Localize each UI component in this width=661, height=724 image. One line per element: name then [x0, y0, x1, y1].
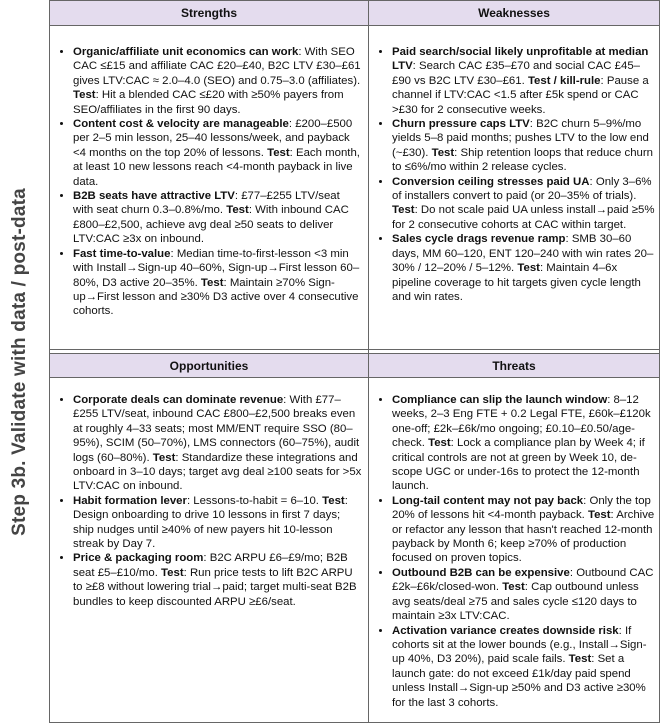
weaknesses-item: [392, 117, 655, 175]
threats-item-body: : Outbound CAC £2k–£6k/closed-won.: [392, 566, 654, 594]
opportunities-item: [73, 393, 362, 494]
weaknesses-item-test-label: Test: [517, 262, 540, 275]
weaknesses-item-test: : Pause a channel if LTV:CAC <1.5 after £5k spend or CAC >£30 for 2 consecutive weeks.: [392, 74, 649, 116]
threats-item-test-label: Test: [568, 653, 592, 666]
threats-item: [392, 494, 655, 566]
strengths-item-test-label: Test: [226, 204, 249, 217]
opportunities-item-test: : Run price tests to lift B2C ARPU to ≥£8 without lowering trial→paid; target multi-seat B2B bundles to keep discounted ARPU ≥£6/seat.: [73, 566, 357, 608]
strengths-item-body: : With SEO CAC ≤£15 and affiliate CAC £20–£40, B2C LTV £30–£61 gives LTV:CAC ≈ 2.0–4.0 (SEO) and 0.75–3.0 (affiliates).: [73, 46, 361, 87]
threats-item-title: Activation variance creates downside risk: [392, 624, 619, 637]
weaknesses-item-body: : B2C churn 5–9%/mo yields 5–8 paid months; pushes LTV to the low end (~£30).: [392, 118, 649, 159]
weaknesses-item-test-label: Test / kill-rule: [527, 74, 601, 87]
strengths-heading: Strengths: [50, 1, 368, 26]
opportunities-item-test-label: Test: [152, 451, 176, 464]
weaknesses-item-title: Paid search/social likely unprofitable at median LTV: [392, 46, 649, 73]
threats-item-title: Long-tail content may not pay back: [392, 494, 584, 507]
opportunities-item-test-label: Test: [322, 494, 345, 507]
weaknesses-item-title: Sales cycle drags revenue ramp: [392, 233, 566, 246]
threats-item: [392, 393, 655, 494]
weaknesses-item-test: : Do not scale paid UA unless install→paid ≥5% for 2 consecutive cohorts at CAC within target.: [392, 204, 655, 231]
row-divider: [50, 349, 659, 350]
opportunities-item-body: : Lessons-to-habit = 6–10.: [186, 494, 323, 507]
strengths-item-test-label: Test: [267, 146, 290, 159]
weaknesses-cell: [379, 45, 655, 304]
side-title-text: Step 3b. Validate with data / post-data: [9, 188, 30, 536]
threats-item: [392, 566, 655, 624]
threats-item-test: : Lock a compliance plan by Week 4; if critical controls are not at green by Week 10, de-scope UGC or under-16s to protect the 12-month launch.: [392, 437, 645, 493]
strengths-item-title: Content cost & velocity are manageable: [73, 118, 289, 131]
strengths-item-title: B2B seats have attractive LTV: [73, 190, 235, 203]
threats-item-title: Compliance can slip the launch window: [392, 394, 608, 406]
weaknesses-item: [392, 45, 655, 117]
opportunities-item: [73, 551, 362, 609]
opportunities-item-title: Corporate deals can dominate revenue: [73, 394, 284, 406]
threats-item-test-label: Test: [587, 509, 611, 522]
strengths-cell: [60, 45, 362, 319]
strengths-item: [73, 189, 362, 247]
opportunities-item-title: Habit formation lever: [73, 494, 187, 507]
threats-item-test: : Archive or refactor any lesson that hasn't reached 12-month payback by Month 6; keep ≥70% of production focused on proven topics.: [392, 509, 655, 565]
opportunities-item: [73, 494, 362, 552]
side-title: [0, 0, 40, 724]
threats-item: [392, 624, 655, 710]
threats-list: [379, 393, 655, 710]
opportunities-item-test: : Standardize these integrations and onboard in 3–10 days; target avg deal ≥100 seats for >5x LTV:CAC on inbound.: [73, 451, 362, 493]
threats-heading: Threats: [369, 353, 659, 378]
strengths-item-title: Organic/affiliate unit economics can work: [73, 46, 299, 58]
weaknesses-item: [392, 232, 655, 304]
opportunities-heading: Opportunities: [50, 353, 368, 378]
opportunities-item-test-label: Test: [161, 566, 184, 579]
threats-item-body: : 8–12 weeks, 2–3 Eng FTE + 0.2 Legal FTE, £60k–£120k one-off; £2k–£6k/mo ongoing; £0.10–£0.50/age-check.: [392, 394, 651, 450]
strengths-item-body: : Median time-to-first-lesson <3 min with Install→Sign-up 40–60%, Sign-up→First lesson 60–80%, D3 active 20–35%.: [73, 247, 360, 289]
strengths-item-test: : Each month, at least 10 new lessons reach <4-month payback in live data.: [73, 146, 360, 188]
weaknesses-item-title: Conversion ceiling stresses paid UA: [392, 175, 590, 188]
strengths-item: [73, 117, 362, 189]
threats-item-test: : Cap outbound unless avg seats/deal ≥75 and sales cycle ≤120 days to maintain ≥3x LTV:CAC.: [392, 581, 639, 623]
threats-cell: [379, 393, 655, 710]
strengths-item-test: : Maintain ≥70% Sign-up→First lesson and ≥30% D3 active over 4 consecutive cohorts.: [73, 276, 359, 318]
strengths-list: [60, 45, 362, 319]
threats-item-title: Outbound B2B can be expensive: [392, 566, 570, 579]
opportunities-list: [60, 393, 362, 609]
strengths-item-test-label: Test: [73, 89, 96, 102]
weaknesses-item-test: : Maintain 4–6x pipeline coverage to hit targets given cycle length and win rates.: [392, 262, 641, 303]
strengths-item: [73, 247, 362, 319]
weaknesses-item-test: : Ship retention loops that reduce churn to ≤6%/mo within 2 release cycles.: [392, 146, 653, 174]
weaknesses-item: [392, 175, 655, 233]
opportunities-item-title: Price & packaging room: [73, 552, 204, 565]
strengths-item: [73, 45, 362, 117]
threats-item-test-label: Test: [428, 437, 451, 450]
opportunities-item-body: : B2C ARPU £6–£9/mo; B2B seat £5–£10/mo.: [73, 552, 348, 579]
strengths-item-test-label: Test: [200, 276, 224, 289]
threats-item-body: : Only the top 20% of lessons hit <4-month payback.: [392, 494, 651, 522]
strengths-item-title: Fast time-to-value: [73, 247, 171, 260]
weaknesses-item-test-label: Test: [431, 146, 455, 159]
threats-item-test-label: Test: [502, 581, 525, 594]
opportunities-item-body: : With £77–£255 LTV/seat, inbound CAC £800–£2,500 breaks even at roughly 4–33 seats; most MM/ENT require SSO (80–95%), SCIM (50–70%), LMS connectors (60–75%), audit logs (60–80%).: [73, 394, 360, 464]
weaknesses-item-body: : SMB 30–60 days, MM 60–120, ENT 120–240 with win rates 20–30% / 12–20% / 5–12%.: [392, 233, 654, 275]
strengths-item-test: : With inbound CAC £800–£2,500, achieve avg deal ≥50 seats to deliver LTV:CAC ≥3x on inbound.: [73, 204, 349, 246]
weaknesses-item-body: : Only 3–6% of installers convert to paid (or 20–35% of trials).: [392, 175, 652, 203]
strengths-item-body: : £200–£500 per 2–5 min lesson, 25–40 lessons/week, and payback <4 months on the top 20% of lessons.: [73, 118, 353, 159]
weaknesses-heading: Weaknesses: [369, 1, 659, 26]
weaknesses-item-test-label: Test: [392, 204, 415, 217]
weaknesses-item-title: Churn pressure caps LTV: [392, 118, 530, 131]
weaknesses-list: [379, 45, 655, 304]
swot-table: [49, 0, 660, 723]
opportunities-item-test: : Design onboarding to drive 10 lessons in first 7 days; ship nudges until ≥40% of new payers hit 10-lesson streak by Day 7.: [73, 494, 348, 551]
threats-item-body: : If cohorts sit at the lower bounds (e.g., Install→Sign-up 40%, D3 20%), paid scale fails.: [392, 624, 647, 666]
opportunities-cell: [60, 393, 362, 609]
threats-item-test: : Set a launch gate: do not exceed £1k/day paid spend unless Install→Sign-up ≥50% and D3 active ≥30% for the last 3 cohorts.: [392, 653, 646, 709]
weaknesses-item-body: : Search CAC £35–£70 and social CAC £45–£90 vs B2C LTV £30–£61.: [392, 60, 640, 87]
strengths-item-test: : Hit a blended CAC ≤£20 with ≥50% payers from SEO/affiliates in the first 90 days.: [73, 89, 344, 116]
strengths-item-body: : £77–£255 LTV/seat with seat churn 0.3–0.8%/mo.: [73, 190, 340, 217]
